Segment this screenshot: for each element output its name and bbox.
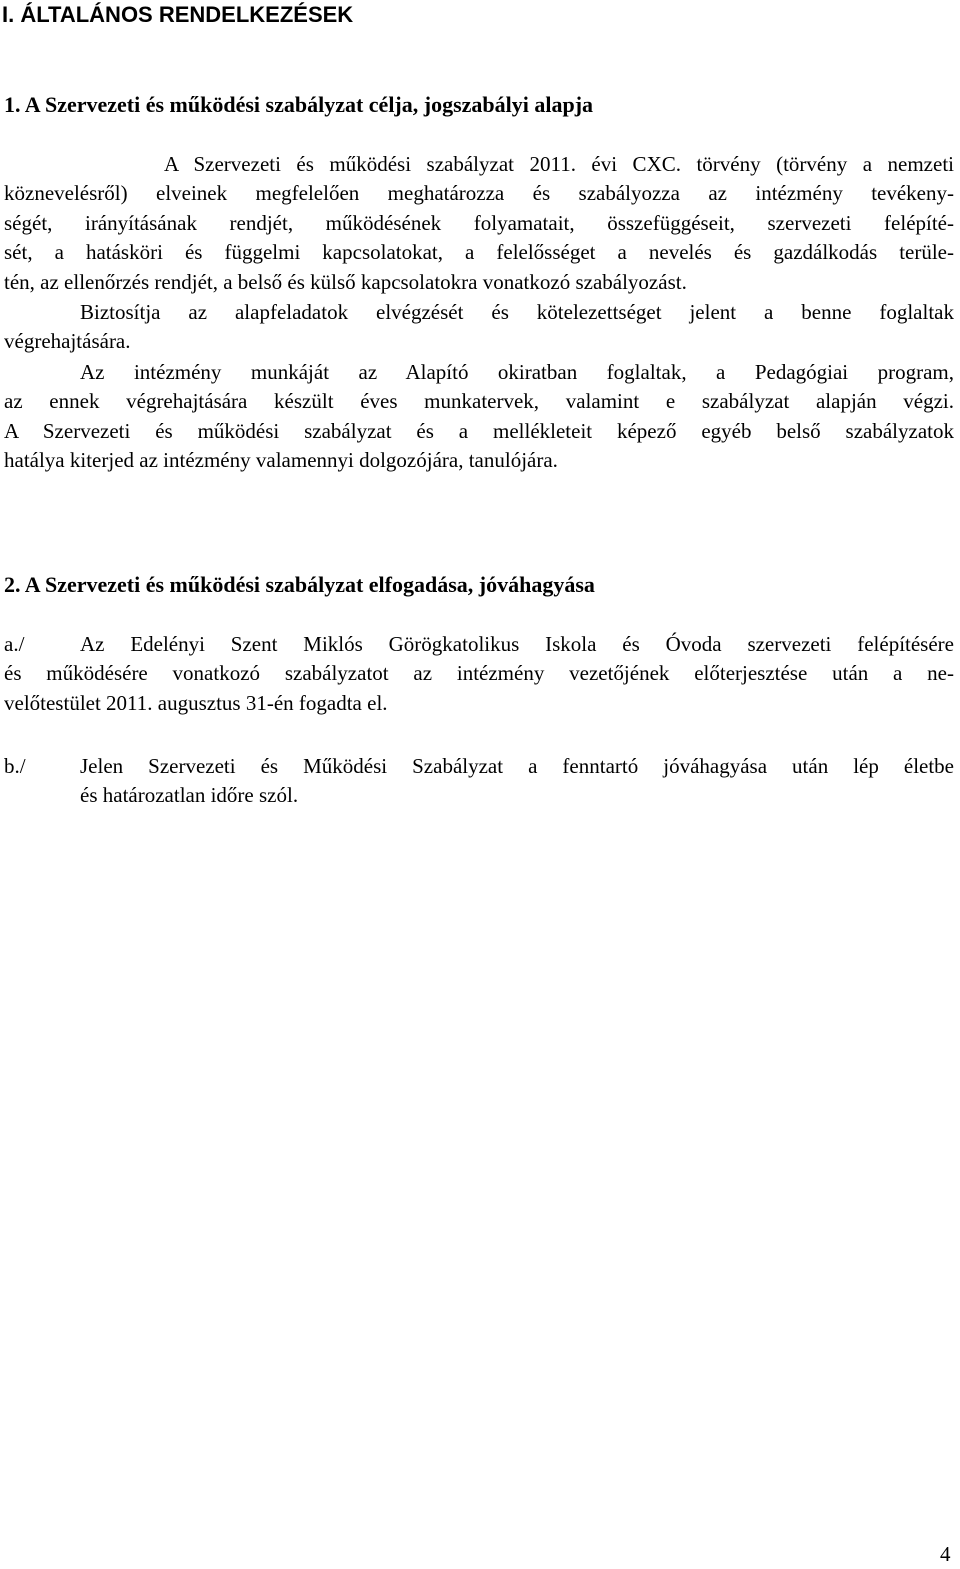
- paragraph-line: végrehajtására.: [4, 329, 131, 354]
- item-b-marker: b./: [4, 754, 26, 778]
- paragraph-line: köznevelésről) elveinek megfelelően meghatározza és szabályozza az intézmény tevékeny-: [4, 181, 954, 206]
- section-1-heading: 1. A Szervezeti és működési szabályzat célja, jogszabályi alapja: [4, 92, 594, 117]
- paragraph-line: és határozatlan időre szól.: [80, 783, 299, 808]
- paragraph-line: sét, a hatásköri és függelmi kapcsolatokat, a felelősséget a nevelés és gazdálkodás terüle-: [4, 240, 954, 265]
- section-2-heading: 2. A Szervezeti és működési szabályzat elfogadása, jóváhagyása: [4, 572, 595, 597]
- paragraph-line: hatálya kiterjed az intézmény valamennyi dolgozójára, tanulójára.: [4, 448, 558, 473]
- section-title: I. ÁLTALÁNOS RENDELKEZÉSEK: [2, 2, 354, 27]
- paragraph-line: ségét, irányításának rendjét, működésének folyamatait, összefüggéseit, szervezeti felépíté-: [4, 210, 954, 235]
- item-a: [4, 630, 954, 718]
- paragraph-line: és működésére vonatkozó szabályzatot az intézmény vezetőjének előterjesztése után a ne-: [4, 661, 954, 686]
- section-1-paragraph-1: [4, 150, 954, 297]
- paragraph-line: Biztosítja az alapfeladatok elvégzését és kötelezettséget jelent a benne foglaltak: [80, 300, 954, 324]
- paragraph-line: Jelen Szervezeti és Működési Szabályzat a fenntartó jóváhagyása után lép életbe: [80, 754, 954, 778]
- paragraph-line: Az intézmény munkáját az Alapító okiratban foglaltak, a Pedagógiai program,: [80, 360, 954, 384]
- section-1-paragraph-2: [4, 298, 954, 357]
- item-b: [4, 752, 954, 811]
- section-1-paragraph-3: [4, 358, 954, 476]
- item-b-first-line: [4, 752, 954, 781]
- paragraph-line: velőtestület 2011. augusztus 31-én fogadta el.: [4, 690, 388, 715]
- paragraph-line: Az Edelényi Szent Miklós Görögkatolikus Iskola és Óvoda szervezeti felépítésére: [80, 632, 954, 656]
- paragraph-line: tén, az ellenőrzés rendjét, a belső és külső kapcsolatokra vonatkozó szabályozást.: [4, 269, 687, 294]
- paragraph-line: A Szervezeti és működési szabályzat és a mellékleteit képező egyéb belső szabályzatok: [4, 418, 954, 443]
- page-number: 4: [940, 1542, 951, 1566]
- item-a-marker: a./: [4, 632, 25, 656]
- paragraph-line: A Szervezeti és működési szabályzat 2011. évi CXC. törvény (törvény a nemzeti: [164, 152, 954, 176]
- paragraph-line: az ennek végrehajtására készült éves munkatervek, valamint e szabályzat alapján végzi.: [4, 389, 954, 414]
- item-a-first-line: [4, 630, 954, 659]
